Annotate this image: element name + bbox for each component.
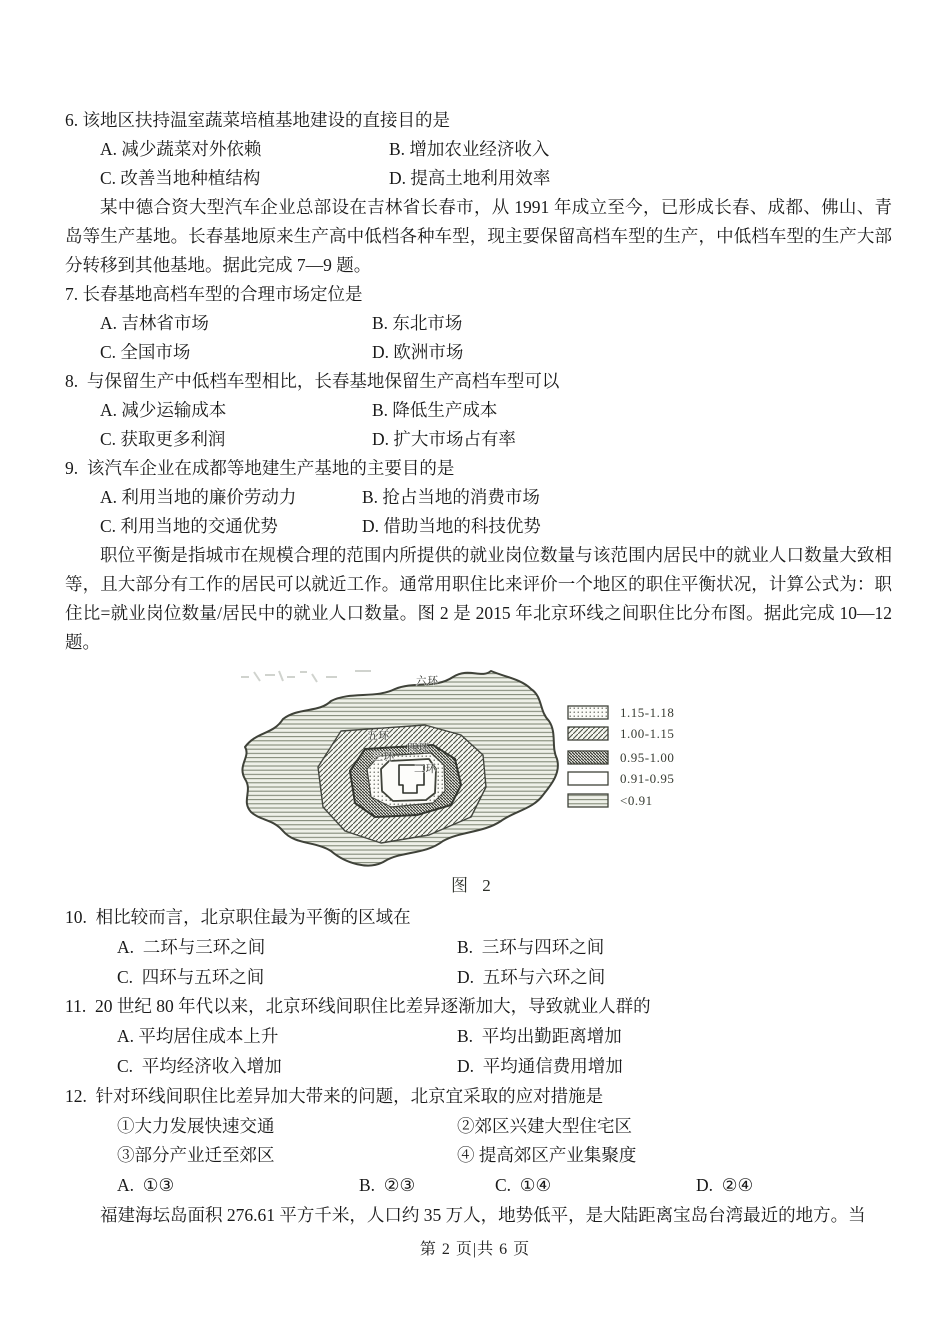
q11-option-a: A. 平均居住成本上升 [117,1026,279,1047]
q6-option-b: B. 增加农业经济收入 [389,139,550,159]
legend-swatch-hlines [568,794,608,807]
q11-option-d: D. 平均通信费用增加 [457,1055,623,1076]
q8-option-d: D. 扩大市场占有率 [372,429,516,449]
q11-option-c: C. 平均经济收入增加 [117,1055,282,1076]
legend-item-1 [568,705,674,720]
q11-option-b: B. 平均出勤距离增加 [457,1026,622,1047]
q8-option-b: B. 降低生产成本 [372,400,498,420]
map-legend [568,705,674,808]
figure-2-job-housing-map [65,657,892,903]
beijing-ring-map [233,659,773,905]
question-11-stem: 11. 20 世纪 80 年代以来，北京环线间职住比差异逐渐加大，导致就业人群的 [65,996,651,1017]
q10-option-a: A. 二环与三环之间 [117,936,266,957]
q12-option-d: D. ②④ [696,1175,754,1196]
q9-option-d: D. 借助当地的科技优势 [362,516,541,536]
question-10-stem: 10. 相比较而言，北京职住最为平衡的区域在 [65,907,411,927]
legend-item-4 [568,771,674,786]
ring2-label: 二环 [414,764,437,775]
q6-option-a: A. 减少蔬菜对外依赖 [100,139,262,159]
q8-option-a: A. 减少运输成本 [100,400,227,420]
lower-section [65,903,892,1230]
ring4-label: 四环 [407,743,430,754]
q12-option-b: B. ②③ [359,1175,416,1196]
legend-range-5: <0.91 [620,793,653,808]
q9-option-a: A. 利用当地的廉价劳动力 [100,487,297,507]
q6-option-c: C. 改善当地种植结构 [100,168,261,188]
q7-option-d: D. 欧洲市场 [372,342,464,362]
q10-option-c: C. 四环与五环之间 [117,966,265,987]
legend-swatch-dense [568,751,608,764]
q12-item-2: ②郊区兴建大型住宅区 [457,1115,632,1136]
page-content [65,106,892,1230]
legend-swatch-dotted [568,706,608,719]
q12-option-c: C. ①④ [495,1175,552,1196]
q7-option-b: B. 东北市场 [372,313,463,333]
question-11-options [65,1022,892,1082]
q7-option-a: A. 吉林省市场 [100,313,209,333]
print-bleed-artifact [241,671,371,682]
legend-swatch-plain [568,772,608,785]
question-8-stem: 8. 与保留生产中低档车型相比，长春基地保留生产高档车型可以 [65,371,560,391]
passage-auto-industry: 某中德合资大型汽车企业总部设在吉林省长春市，从 1991 年成立至今，已形成长春、成都、佛山、青岛等生产基地。长春基地原来生产高中低档各种车型，现主要保留高档车型的生产，中低档车型的生产大部分转移到其他基地。据此完成 7—9 题。 [65,197,892,275]
q8-option-c: C. 获取更多利润 [100,429,226,449]
question-7-stem: 7. 长春基地高档车型的合理市场定位是 [65,284,363,304]
legend-swatch-diagonal [568,727,608,740]
figure-caption: 图 2 [451,876,496,895]
q10-option-d: D. 五环与六环之间 [457,966,606,987]
q9-option-b: B. 抢占当地的消费市场 [362,487,540,507]
question-6-options [65,135,892,193]
q7-option-c: C. 全国市场 [100,342,191,362]
page-footer: 第 2 页|共 6 页 [419,1241,531,1258]
ring3-label: 三环 [372,752,395,763]
q12-item-1: ①大力发展快速交通 [117,1115,275,1136]
question-10-options [65,933,892,993]
question-9-options [65,483,892,541]
legend-range-1: 1.15-1.18 [620,705,675,720]
legend-item-5 [568,793,653,808]
q12-item-4: ④ 提高郊区产业集聚度 [457,1145,637,1166]
legend-range-2: 1.00-1.15 [620,726,675,741]
question-7-options [65,309,892,367]
q12-item-3: ③部分产业迁至郊区 [117,1145,275,1166]
question-12-stem: 12. 针对环线间职住比差异加大带来的问题，北京宜采取的应对措施是 [65,1085,604,1106]
ring6-label: 六环 [416,676,439,687]
question-12-answers [65,1171,892,1201]
question-12-items [65,1112,892,1172]
q10-option-b: B. 三环与四环之间 [457,936,605,957]
passage-haitan-island: 福建海坛岛面积 276.61 平方千米，人口约 35 万人，地势低平，是大陆距离宝岛台湾最近的地方。当 [100,1204,866,1225]
legend-item-3 [568,750,674,765]
question-6-stem: 6. 该地区扶持温室蔬菜培植基地建设的直接目的是 [65,110,450,130]
legend-range-3: 0.95-1.00 [620,750,675,765]
question-9-stem: 9. 该汽车企业在成都等地建生产基地的主要目的是 [65,458,455,478]
q12-option-a: A. ①③ [117,1175,175,1196]
q6-option-d: D. 提高土地利用效率 [389,168,551,188]
ring5-label: 五环 [367,731,390,742]
legend-item-2 [568,726,674,741]
question-8-options [65,396,892,454]
legend-range-4: 0.91-0.95 [620,771,675,786]
passage-job-housing-balance: 职位平衡是指城市在规模合理的范围内所提供的就业岗位数量与该范围内居民中的就业人口数量大致相等，且大部分有工作的居民可以就近工作。通常用职住比来评价一个地区的职住平衡状况，计算公式为：职住比=就业岗位数量/居民中的就业人口数量。图 2 是 2015 年北京环线之间职住比分布图。据此完成 10—12 题。 [65,545,892,652]
q9-option-c: C. 利用当地的交通优势 [100,516,278,536]
